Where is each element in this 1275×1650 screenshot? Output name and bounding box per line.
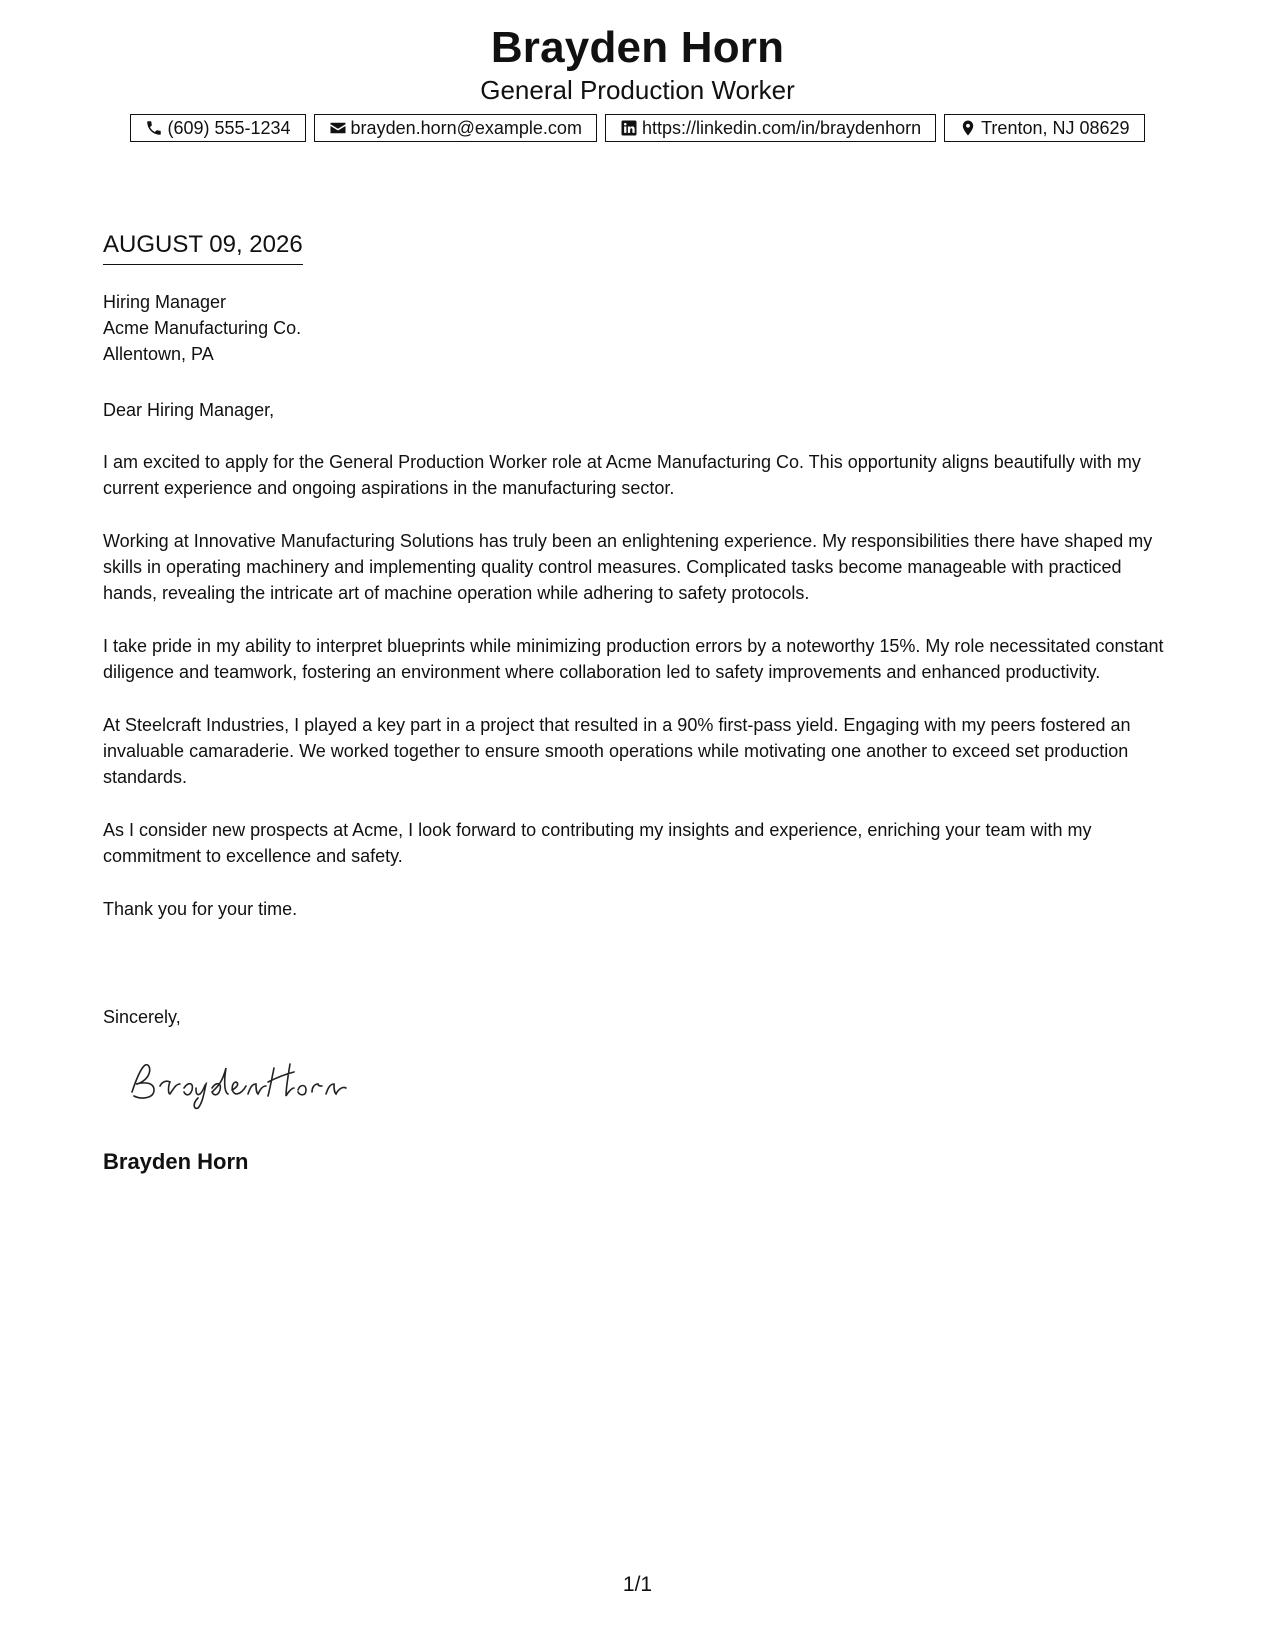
body-paragraph: I am excited to apply for the General Production Worker role at Acme Manufacturing Co. This opportunity aligns beautifully with my current experience and ongoing aspirations in the manufacturing sector.: [103, 452, 1141, 498]
recipient-line: Hiring Manager: [103, 292, 227, 312]
contact-linkedin[interactable]: [605, 114, 936, 142]
linkedin-text: https://linkedin.com/in/braydenhorn: [641, 117, 922, 138]
letter-date: AUGUST 09, 2026: [103, 230, 303, 265]
signer-name: Brayden Horn: [103, 1149, 249, 1174]
recipient-line: Acme Manufacturing Co.: [103, 318, 302, 338]
closing: Sincerely,: [103, 1007, 181, 1027]
contact-row: [0, 114, 1275, 142]
contact-phone[interactable]: [130, 114, 305, 142]
contact-email[interactable]: [314, 114, 597, 142]
body-paragraph: At Steelcraft Industries, I played a key part in a project that resulted in a 90% first-pass yield. Engaging with my peers fostered an invaluable camaraderie. We worked together to ensure smooth operations while motivating one another to exceed set production standards.: [103, 715, 1131, 787]
applicant-name: Brayden Horn: [490, 23, 785, 72]
salutation: Dear Hiring Manager,: [103, 400, 275, 420]
phone-icon: [145, 119, 163, 137]
letter-header: [0, 22, 1275, 106]
email-text: brayden.horn@example.com: [350, 117, 582, 138]
contact-location: [944, 114, 1144, 142]
job-title: General Production Worker: [480, 75, 795, 105]
phone-text: (609) 555-1234: [167, 117, 291, 138]
recipient-block: [103, 289, 1173, 367]
location-text: Trenton, NJ 08629: [981, 117, 1130, 138]
map-marker-icon: [959, 119, 977, 137]
handwritten-signature: [118, 1052, 358, 1112]
recipient-line: Allentown, PA: [103, 344, 214, 364]
body-paragraph: As I consider new prospects at Acme, I look forward to contributing my insights and experience, enriching your team with my commitment to excellence and safety.: [103, 820, 1092, 866]
body-paragraph: Working at Innovative Manufacturing Solutions has truly been an enlightening experience. My responsibilities there have shaped my skills in operating machinery and implementing quality control measures. Complicated tasks become manageable with practiced hands, revealing the intricate art of machine operation while adhering to safety protocols.: [103, 531, 1153, 603]
thank-you-line: Thank you for your time.: [103, 899, 298, 919]
envelope-icon: [329, 119, 347, 137]
linkedin-icon: [620, 119, 638, 137]
page-number: 1/1: [622, 1573, 653, 1596]
body-paragraph: I take pride in my ability to interpret blueprints while minimizing production errors by a noteworthy 15%. My role necessitated constant diligence and teamwork, fostering an environment where collaboration led to safety improvements and enhanced productivity.: [103, 636, 1164, 682]
letter-body: [103, 449, 1173, 949]
